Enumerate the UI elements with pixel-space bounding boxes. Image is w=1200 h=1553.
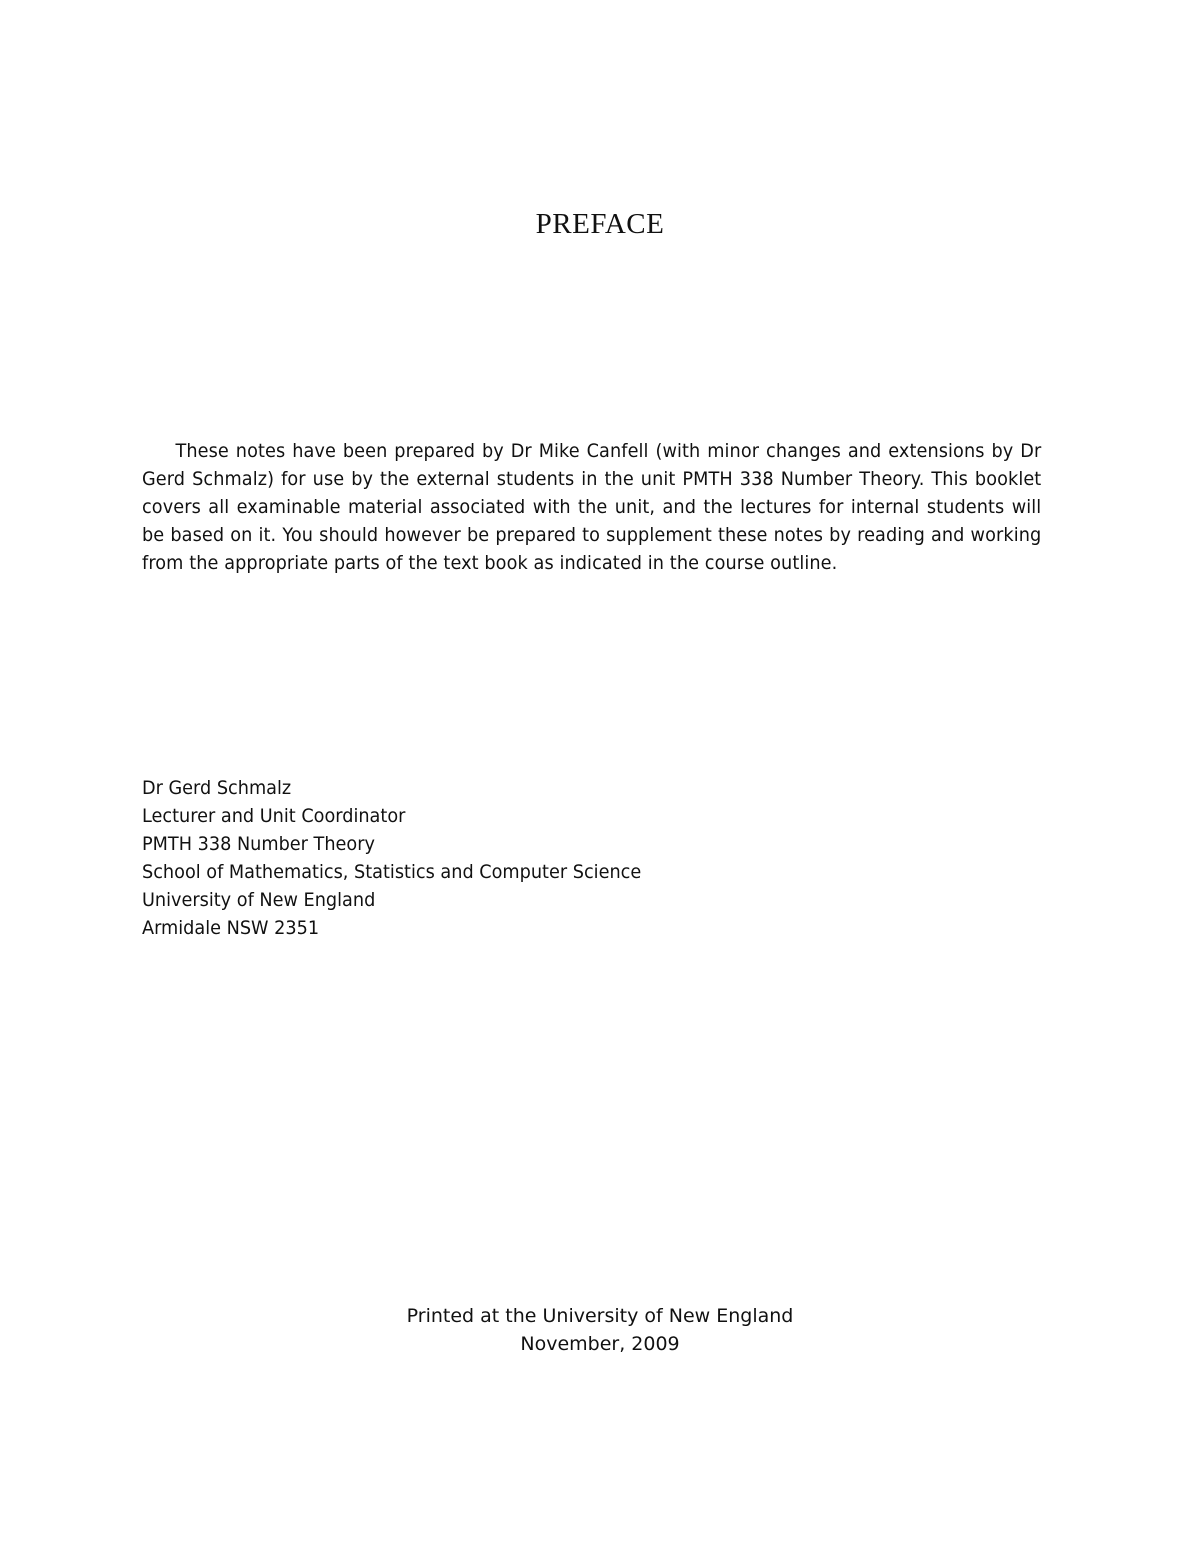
signature-name: Dr Gerd Schmalz: [142, 777, 292, 799]
printed-info: [0, 1302, 1200, 1358]
printed-line-1: Printed at the University of New England: [406, 1305, 794, 1327]
preface-paragraph: These notes have been prepared by Dr Mike Canfell (with minor changes and extensions by Dr Gerd Schmalz) for use by the external students in the unit PMTH 338 Number Theory. This booklet covers all examinable material associated with the unit, and the lectures for internal students will be based on it. You should however be prepared to supplement these notes by reading and working from the appropriate parts of the text book as indicated in the course outline.: [142, 440, 1042, 574]
signature-unit: PMTH 338 Number Theory: [142, 833, 375, 855]
printed-date: November, 2009: [520, 1333, 680, 1355]
signature-location: Armidale NSW 2351: [142, 917, 320, 939]
signature-school: School of Mathematics, Statistics and Computer Science: [142, 861, 642, 883]
signature-block: [142, 774, 641, 942]
page-title: PREFACE: [535, 208, 665, 240]
signature-role: Lecturer and Unit Coordinator: [142, 805, 406, 827]
signature-university: University of New England: [142, 889, 376, 911]
